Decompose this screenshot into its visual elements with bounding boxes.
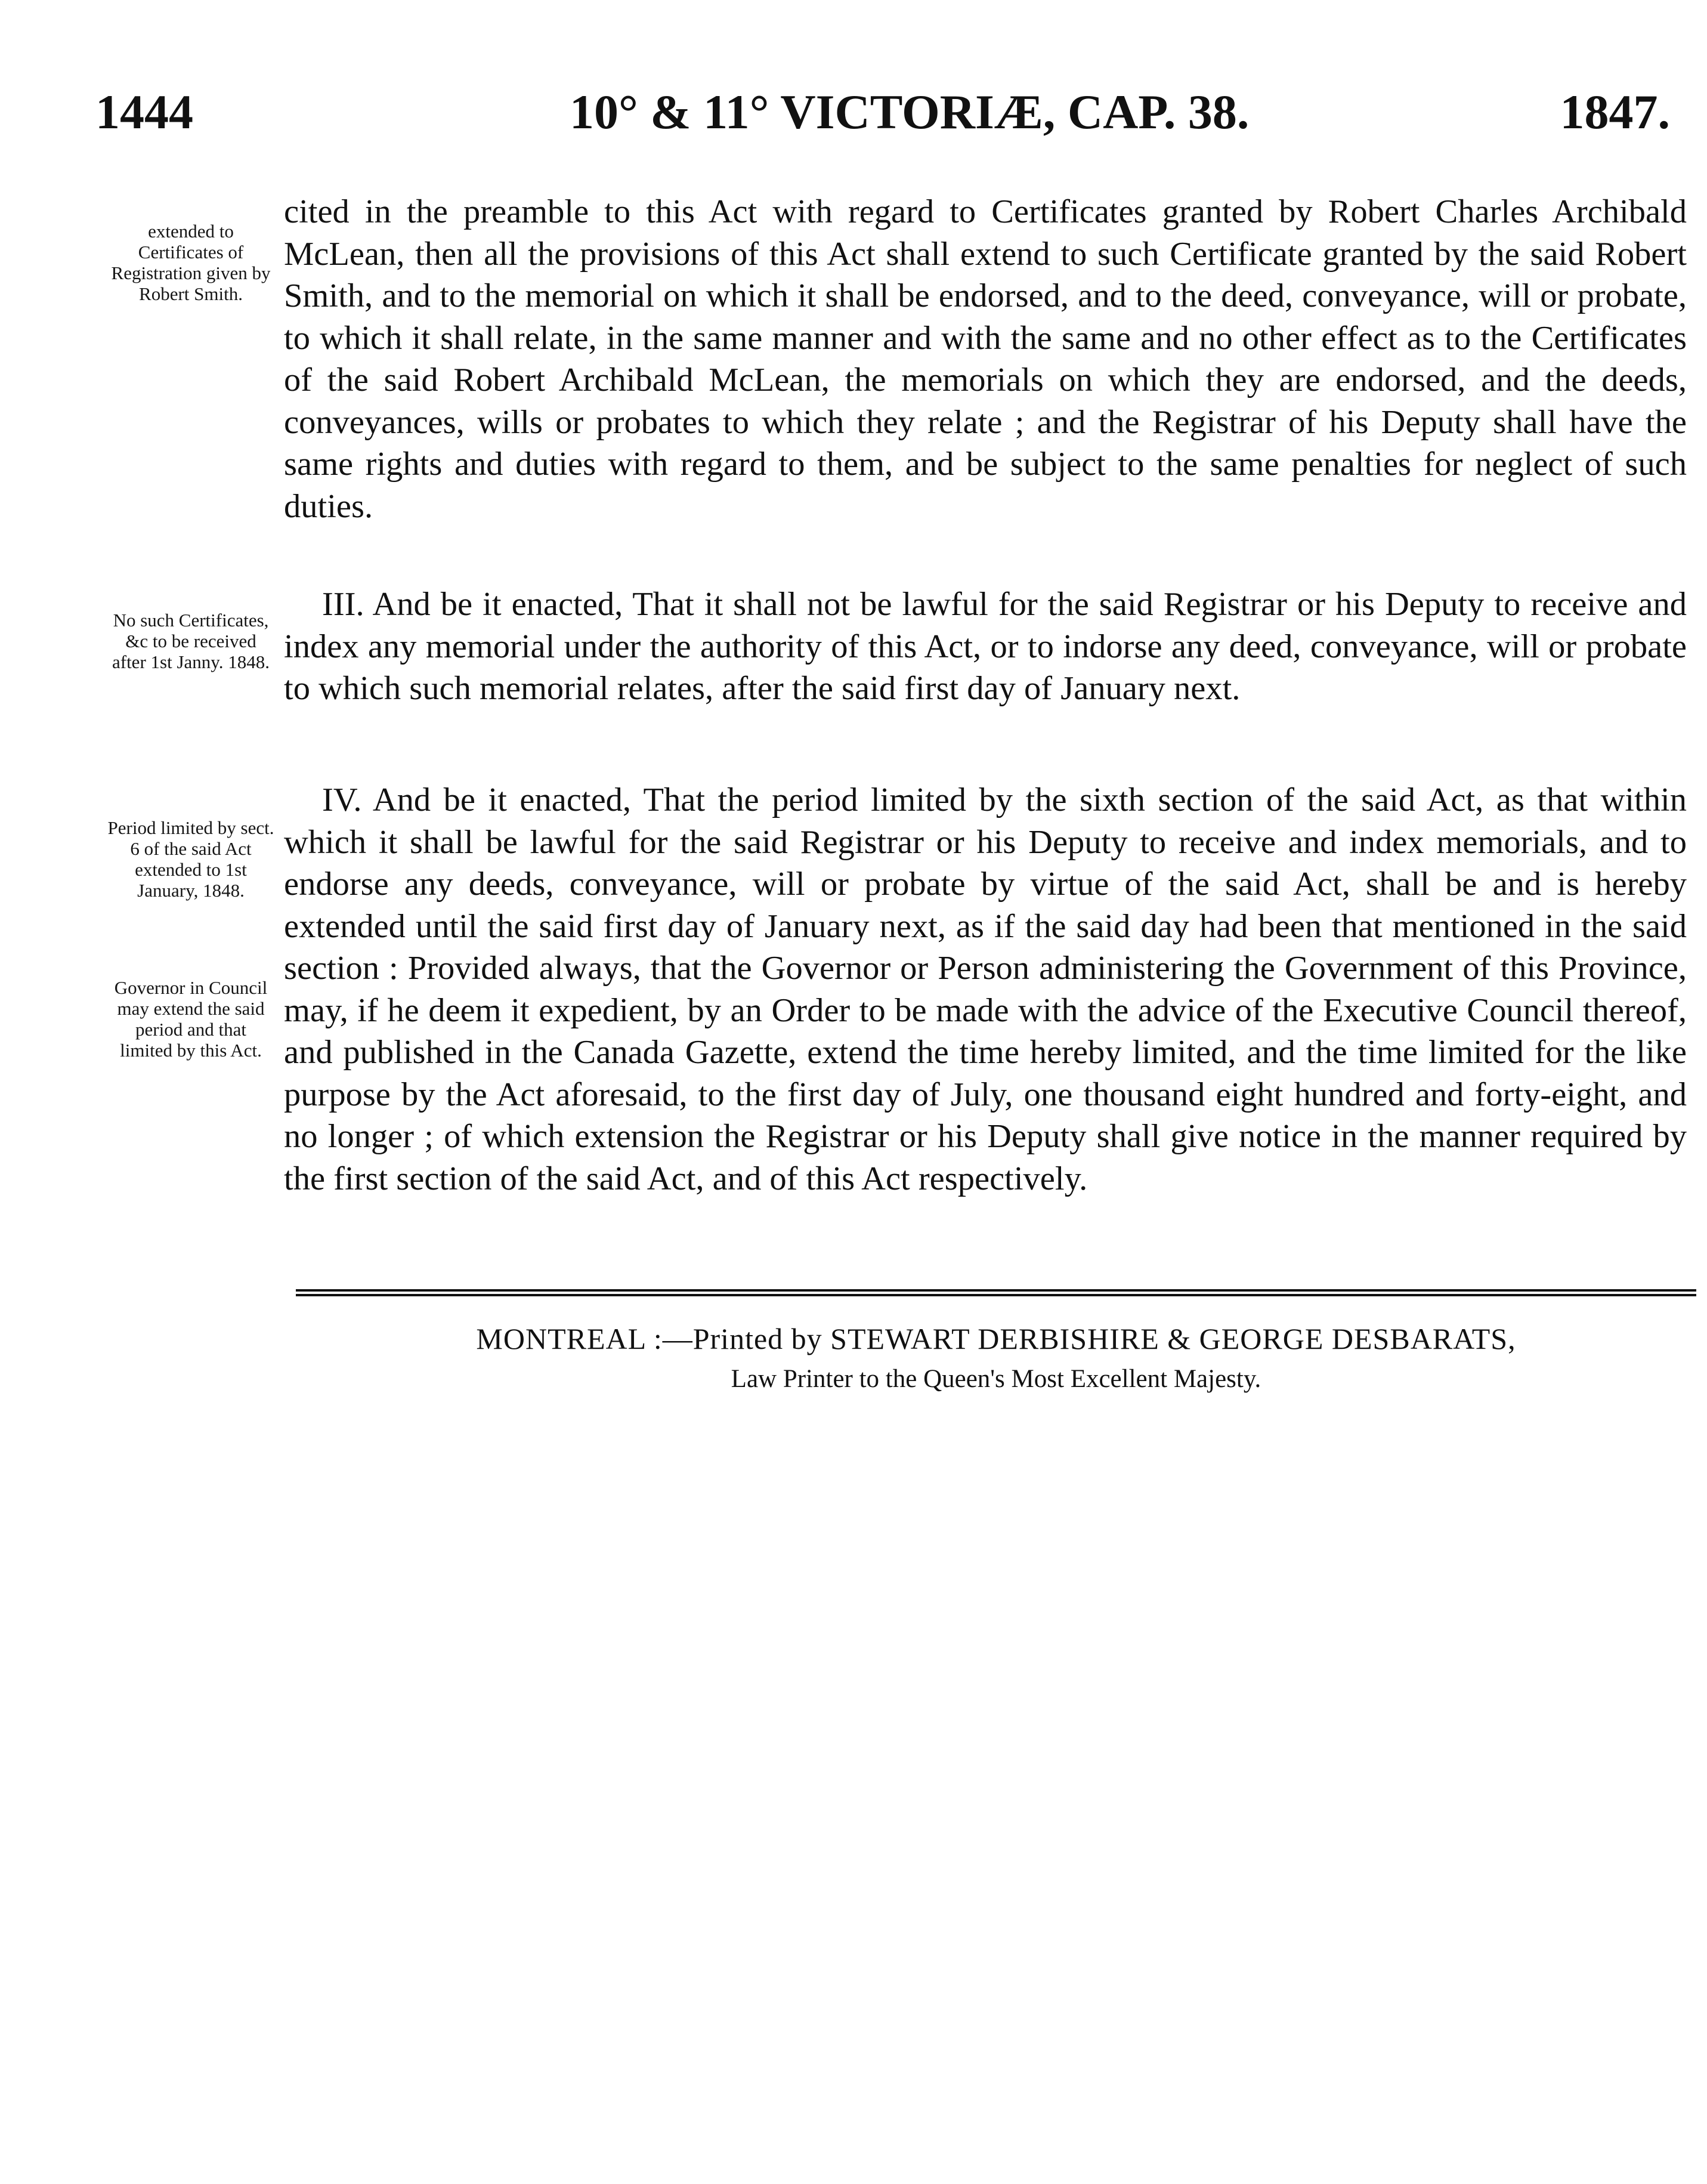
margin-note-certificates: No such Certificates, &c to be received after 1st Janny. 1848. bbox=[112, 610, 270, 672]
double-rule-divider bbox=[296, 1289, 1696, 1296]
section-continuation bbox=[284, 191, 1687, 527]
paragraph-section-iv: IV. And be it enacted, That the period limited by the sixth section of the said Act, as that within which it shall be lawful for the said Registrar or his Deputy to receive and index memorials, and to endorse any deeds, conveyance, will or probate by virtue of the said Act, shall be and is hereby extended until the said first day of January next, as if the said day had been that mentioned in the said section : Provided always, that the Governor or Person administering the Government of this Province, may, if he deem it expedient, by an Order to be made with the advice of the Executive Council thereof, and published in the Canada Gazette, extend the time hereby limited, and the time limited for the like purpose by the Act aforesaid, to the first day of July, one thousand eight hundred and forty-eight, and no longer ; of which extension the Registrar or his Deputy shall give notice in the manner required by the first section of the said Act, and of this Act respectively. bbox=[284, 781, 1687, 1197]
margin-note-robert-smith: extended to Certificates of Registration given by Robert Smith. bbox=[111, 221, 271, 304]
paragraph-section-iii: III. And be it enacted, That it shall not be lawful for the said Registrar or his Deputy to receive and index any memorial under the authority of this Act, or to indorse any deed, conveyance, will or probate to which such memorial relates, after the said first day of January next. bbox=[284, 586, 1687, 707]
header-year: 1847. bbox=[1560, 85, 1670, 139]
page-header bbox=[95, 70, 1670, 154]
section-iii bbox=[284, 583, 1687, 710]
section-iv bbox=[284, 779, 1687, 1200]
imprint-line-1: MONTREAL :—Printed by STEWART DERBISHIRE & GEORGE DESBARATS, bbox=[476, 1322, 1516, 1355]
margin-note-period-limited: Period limited by sect. 6 of the said Act extended to 1st January, 1848. bbox=[107, 817, 274, 901]
chapter-title: 10° & 11° VICTORIÆ, CAP. 38. bbox=[570, 85, 1250, 139]
page-number: 1444 bbox=[95, 85, 193, 139]
paragraph-continuation: cited in the preamble to this Act with regard to Certificates granted by Robert Charles Archibald McLean, then all the provisions of this Act shall extend to such Certificate granted by the said Robert Smith, and to the memorial on which it shall be endorsed, and to the deed, conveyance, will or probate, to which it shall relate, in the same manner and with the same and no other effect as to the Certificates of the said Robert Archibald McLean, the memorials on which they are endorsed, and the deeds, conveyances, wills or probates to which they relate ; and the Registrar of his Deputy shall have the same rights and duties with regard to them, and be subject to the same penalties for neglect of such duties. bbox=[284, 193, 1687, 525]
margin-note-governor: Governor in Council may extend the said period and that limited by this Act. bbox=[114, 977, 268, 1061]
imprint-line-2: Law Printer to the Queen's Most Excellent Majesty. bbox=[731, 1365, 1261, 1393]
